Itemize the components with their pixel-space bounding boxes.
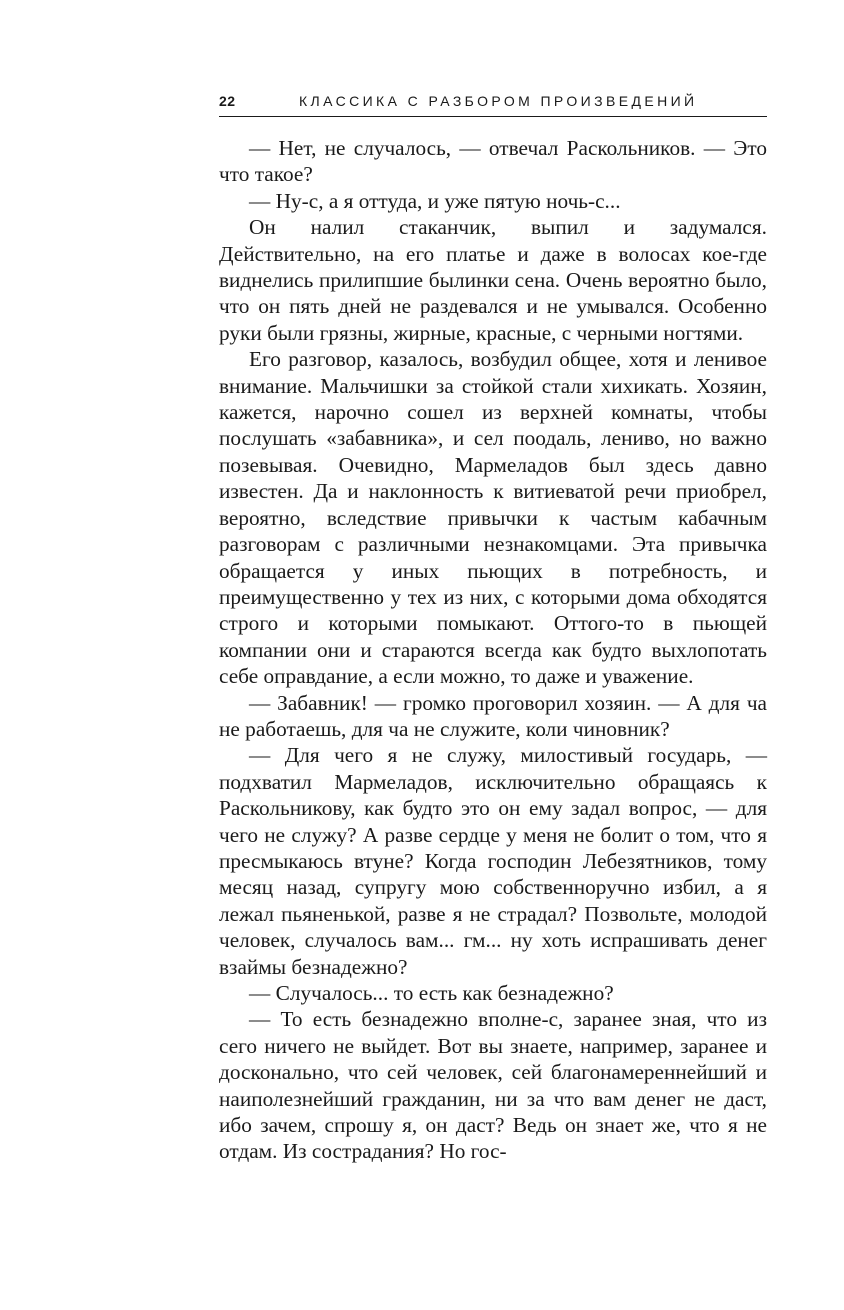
paragraph-6: — Для чего я не служу, милостивый государь, — подхватил Мармеладов, исключительно обращаясь к Раскольникову, как будто это он ему задал вопрос, — для чего не служу? А разве сердце у меня не болит о том, что я пресмыкаюсь втуне? Когда господин Лебезятников, тому месяц назад, супругу мою собственноручно избил, а я лежал пьяненькой, разве я не страдал? Позвольте, молодой человек, случалось вам... гм... ну хоть испрашивать денег взаймы безнадежно? (219, 743, 767, 979)
paragraph-7: — Случалось... то есть как безнадежно? (249, 981, 614, 1005)
paragraph-8: — То есть безнадежно вполне-с, заранее зная, что из сего ничего не выйдет. Вот вы знаете, например, заранее и досконально, что сей человек, сей благонамереннейший и наиполезнейший гражданин, ни за что вам денег не даст, ибо зачем, спрошу я, он даст? Ведь он знает же, что я не отдам. Из сострадания? Но гос- (219, 1007, 767, 1164)
paragraph-4: Его разговор, казалось, возбудил общее, хотя и ленивое внимание. Мальчишки за стойкой стали хихикать. Хозяин, кажется, нарочно сошел из верхней комнаты, чтобы послушать «забавника», и сел поодаль, лениво, но важно позевывая. Очевидно, Мармеладов был здесь давно известен. Да и наклонность к витиеватой речи приобрел, вероятно, вследствие привычки к частым кабачным разговорам с различными незнакомцами. Эта привычка обращается у иных пьющих в потребность, и преимущественно у тех из них, с которыми дома обходятся строго и которыми помыкают. Оттого-то в пьющей компании они и стараются всегда как будто выхлопотать себе оправдание, а если можно, то даже и уважение. (219, 347, 767, 689)
body-text (219, 135, 767, 1165)
paragraph-2: — Ну-с, а я оттуда, и уже пятую ночь-с... (249, 188, 621, 213)
page-header (219, 92, 767, 117)
paragraph-3: Он налил стаканчик, выпил и задумался. Действительно, на его платье и даже в волосах кое-где виднелись прилипшие былинки сена. Очень вероятно было, что он пять дней не раздевался и не умывался. Особенно руки были грязны, жирные, красные, с черными ногтями. (219, 215, 767, 345)
running-title: КЛАССИКА С РАЗБОРОМ ПРОИЗВЕДЕНИЙ (299, 93, 698, 109)
page-number: 22 (219, 93, 236, 109)
paragraph-1: — Нет, не случалось, — отвечал Раскольников. — Это что такое? (219, 136, 767, 187)
paragraph-5: — Забавник! — громко проговорил хозяин. — А для ча не работаешь, для ча не служите, коли чиновник? (219, 690, 767, 741)
